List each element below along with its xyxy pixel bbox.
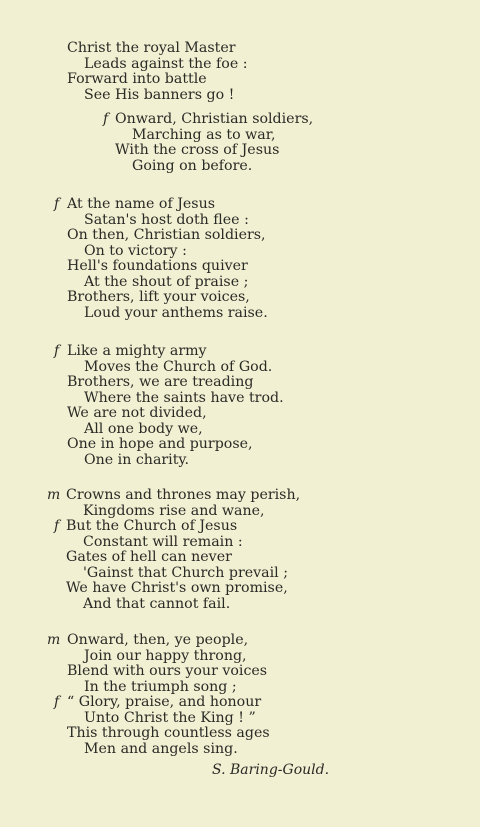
verse-line: Gates of hell can never (66, 549, 232, 565)
dynamic-marking: m (47, 487, 61, 503)
dynamic-marking: f (54, 518, 60, 534)
verse-line: Hell's foundations quiver (67, 258, 248, 274)
verse-line: “ Glory, praise, and honour (67, 694, 262, 710)
verse-line: Where the saints have trod. (84, 389, 284, 406)
verse-line: 'Gainst that Church prevail ; (83, 564, 288, 581)
verse-line: Moves the Church of God. (84, 358, 273, 375)
dynamic-marking: f (103, 111, 109, 127)
verse-line: At the shout of praise ; (84, 273, 249, 290)
verse-line: Brothers, we are treading (67, 374, 254, 390)
dynamic-marking: f (54, 196, 60, 212)
dynamic-marking: m (47, 632, 61, 648)
verse-line: Leads against the foe : (84, 55, 248, 72)
verse-line: With the cross of Jesus (115, 142, 280, 158)
dynamic-marking: f (54, 694, 60, 710)
verse-line: Christ the royal Master (67, 40, 236, 56)
verse-line: Onward, Christian soldiers, (115, 111, 314, 127)
verse-line: Onward, then, ye people, (67, 632, 249, 648)
verse-line: Join our happy throng, (84, 647, 247, 664)
verse-line: See His banners go ! (84, 86, 235, 103)
verse-line: Men and angels sing. (84, 740, 238, 757)
verse-line: In the triumph song ; (84, 678, 237, 695)
verse-line: Marching as to war, (132, 126, 276, 143)
verse-line: Brothers, lift your voices, (67, 289, 250, 305)
verse-line: On then, Christian soldiers, (67, 227, 266, 243)
verse-line: All one body we, (84, 420, 203, 437)
verse-line: Like a mighty army (67, 343, 207, 359)
verse-line: Unto Christ the King ! ” (84, 709, 256, 726)
verse-line: Loud your anthems raise. (84, 304, 268, 321)
verse-line: At the name of Jesus (67, 196, 215, 212)
verse-line: Kingdoms rise and wane, (83, 502, 265, 519)
verse-line: But the Church of Jesus (66, 518, 238, 534)
dynamic-marking: f (54, 343, 60, 359)
verse-line: This through countless ages (67, 725, 270, 741)
verse-line: Blend with ours your voices (67, 663, 268, 679)
verse-line: Constant will remain : (83, 533, 243, 550)
author-attribution: S. Baring-Gould. (212, 762, 330, 778)
verse-line: We have Christ's own promise, (66, 580, 288, 596)
verse-line: One in hope and purpose, (67, 436, 253, 452)
verse-line: Satan's host doth flee : (84, 211, 249, 228)
verse-line: On to victory : (84, 242, 187, 259)
verse-line: Forward into battle (67, 71, 207, 87)
verse-line: We are not divided, (67, 405, 207, 421)
verse-line: Crowns and thrones may perish, (66, 487, 301, 503)
verse-line: Going on before. (132, 157, 253, 174)
verse-line: One in charity. (84, 451, 190, 468)
verse-line: And that cannot fail. (83, 595, 231, 612)
